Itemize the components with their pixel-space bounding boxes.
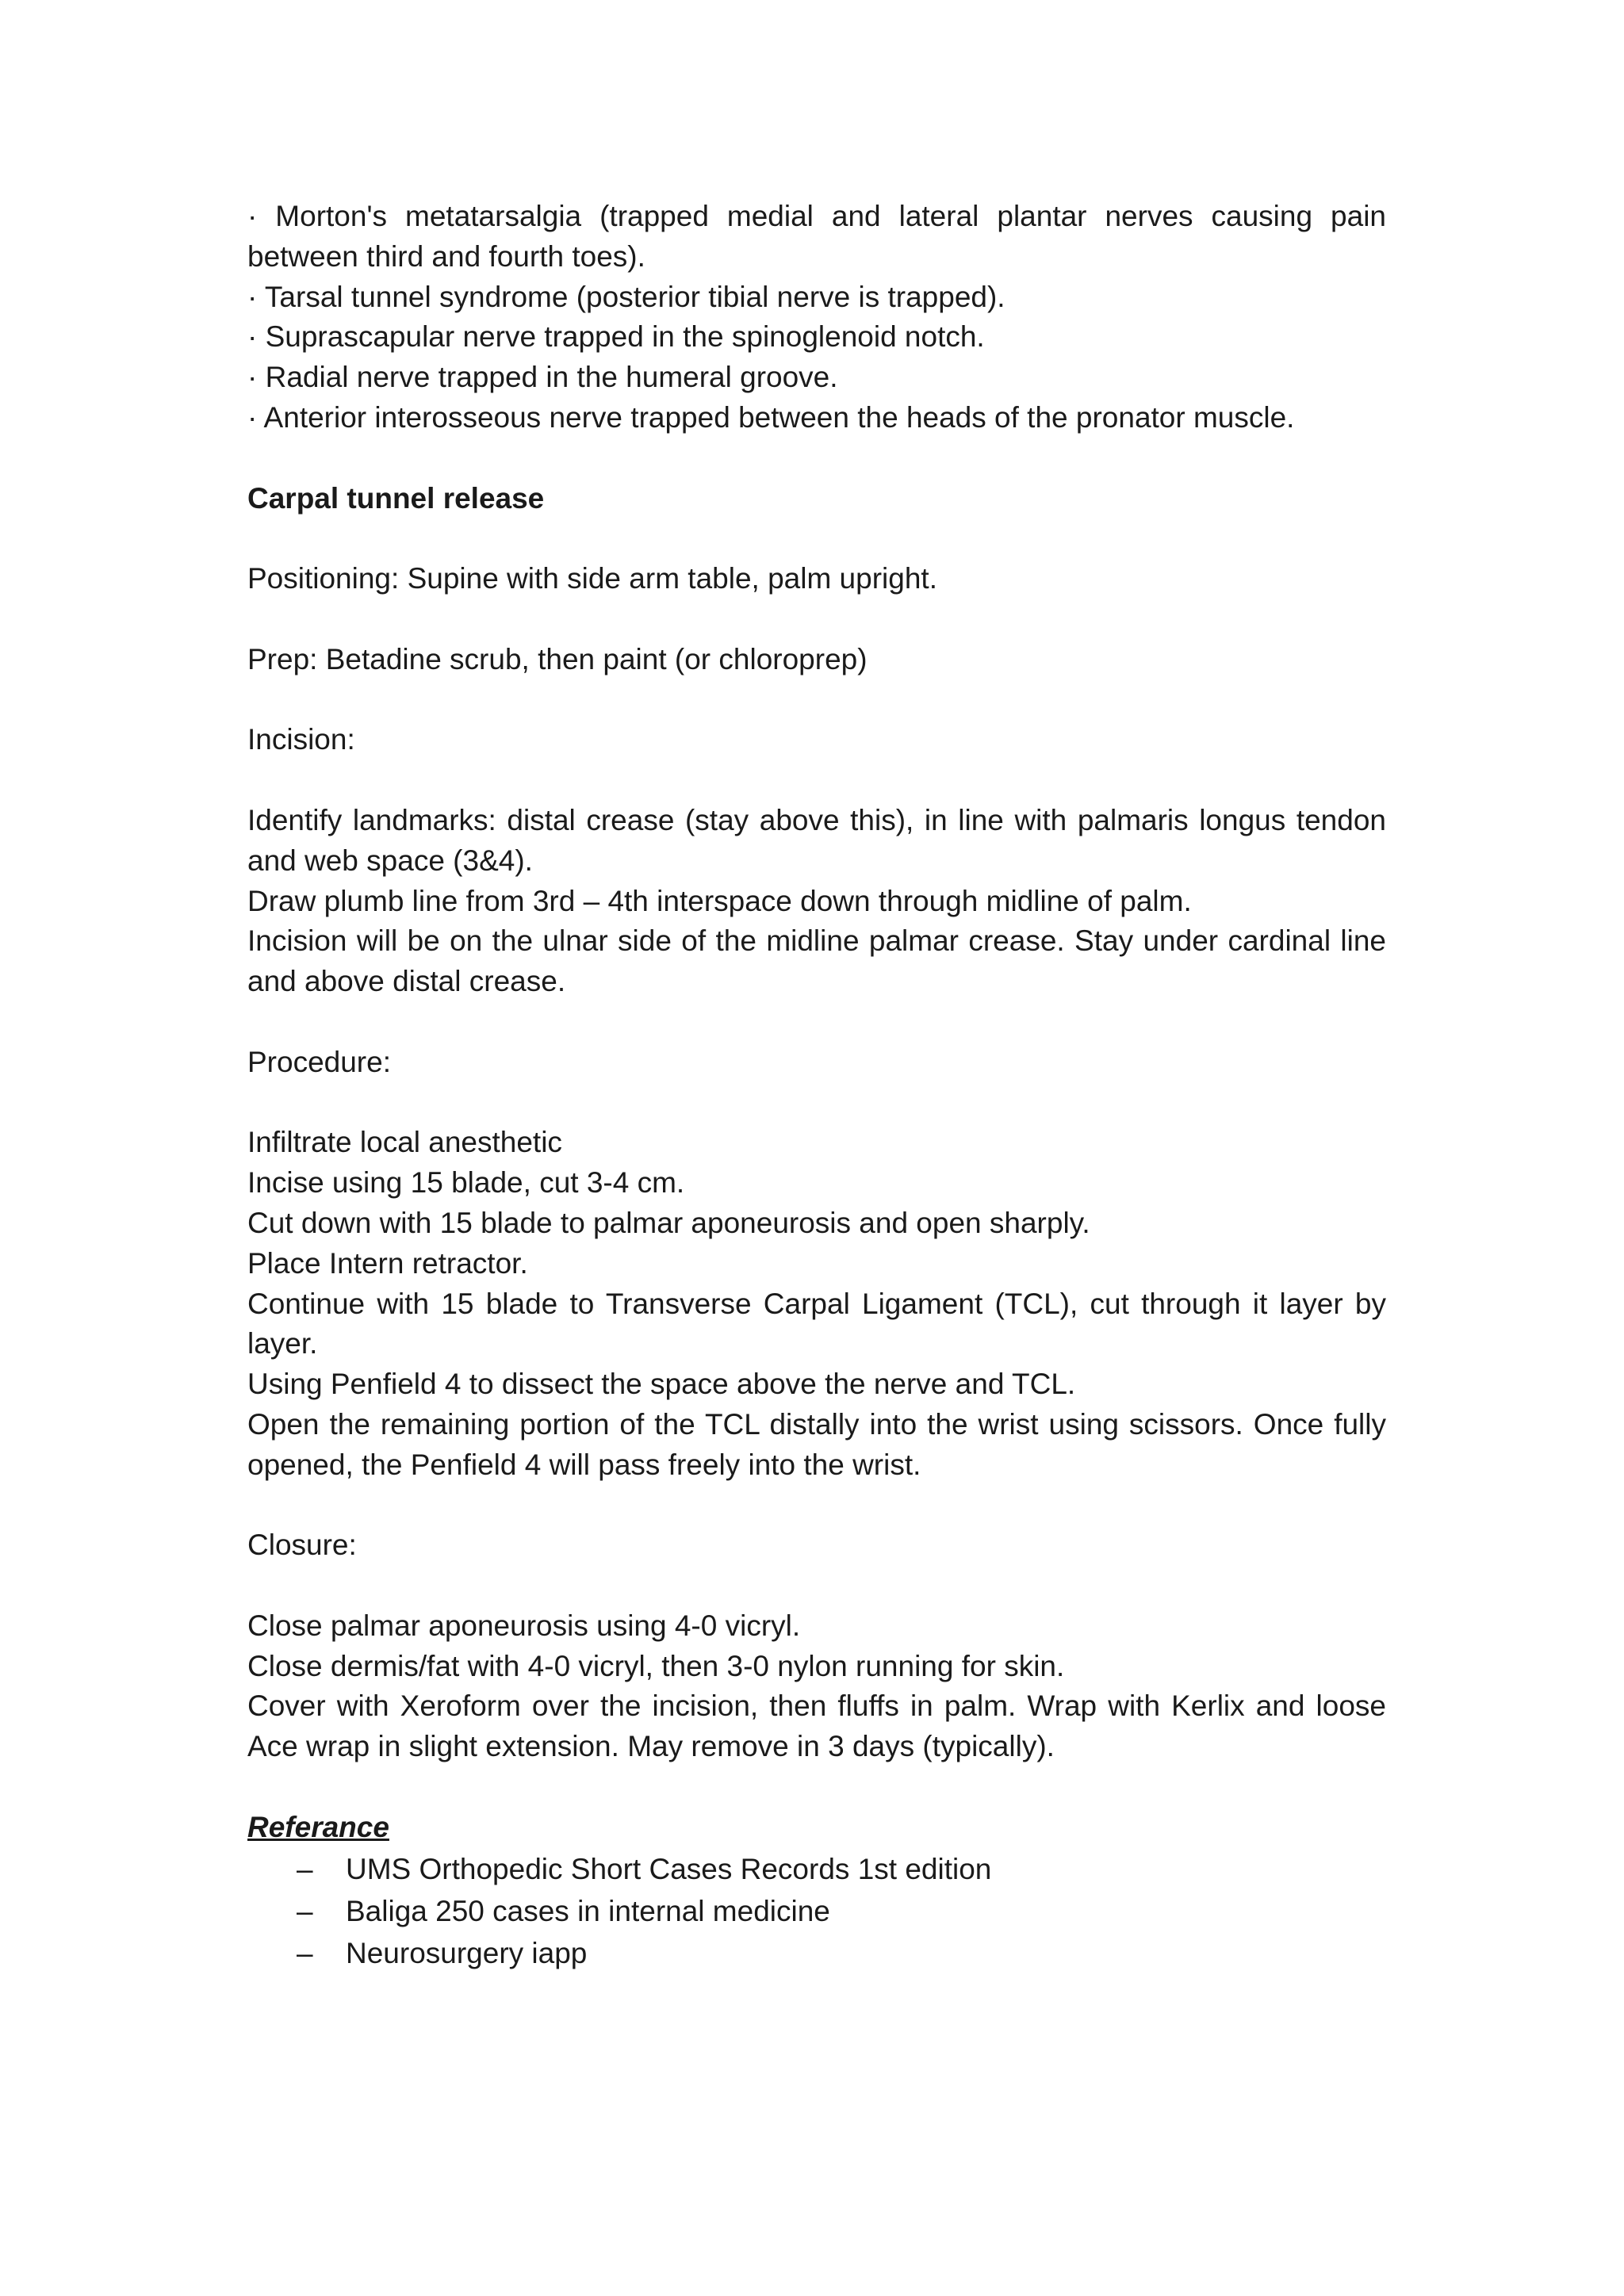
closure-steps (247, 1606, 1386, 1767)
entrapment-item-anterior-interosseous: · Anterior interosseous nerve trapped between the heads of the pronator muscle. (247, 400, 1295, 434)
procedure-step: Place Intern retractor. (247, 1246, 528, 1280)
procedure-step: Using Penfield 4 to dissect the space above the nerve and TCL. (247, 1368, 1076, 1401)
entrapment-item-radial: · Radial nerve trapped in the humeral groove. (247, 361, 838, 394)
procedure-step: Incise using 15 blade, cut 3-4 cm. (247, 1166, 685, 1200)
dash-bullet-icon: – (297, 1894, 313, 1927)
prep-text: Prep: Betadine scrub, then paint (or chloroprep) (247, 642, 868, 675)
procedure-step: Open the remaining portion of the TCL distally into the wrist using scissors. Once fully opened, the Penfield 4 will pass freely into the wrist. (247, 1407, 1386, 1481)
reference-item (247, 1932, 1386, 1974)
closure-heading: Closure: (247, 1529, 357, 1562)
section-title: Carpal tunnel release (247, 481, 545, 515)
incision-plumb-line: Draw plumb line from 3rd – 4th interspace down through midline of palm. (247, 884, 1192, 917)
incision-landmarks: Identify landmarks: distal crease (stay above this), in line with palmaris longus tendon and web space (3&4). (247, 803, 1386, 877)
reference-item (247, 1848, 1386, 1890)
entrapment-item-suprascapular: · Suprascapular nerve trapped in the spinoglenoid notch. (247, 320, 985, 354)
entrapment-list (247, 197, 1386, 438)
reference-list (247, 1848, 1386, 1974)
positioning-text: Positioning: Supine with side arm table, palm upright. (247, 562, 937, 595)
closure-step: Cover with Xeroform over the incision, then fluffs in palm. Wrap with Kerlix and loose Ace wrap in slight extension. May remove in 3 days (typically). (247, 1689, 1386, 1763)
procedure-step: Cut down with 15 blade to palmar aponeurosis and open sharply. (247, 1206, 1090, 1239)
reference-text: Neurosurgery iapp (346, 1936, 588, 1969)
dash-bullet-icon: – (297, 1936, 313, 1969)
reference-heading: Referance (247, 1810, 389, 1843)
entrapment-item-tarsal-tunnel: · Tarsal tunnel syndrome (posterior tibial nerve is trapped). (247, 280, 1005, 313)
closure-step: Close palmar aponeurosis using 4-0 vicryl. (247, 1609, 801, 1642)
reference-item (247, 1890, 1386, 1932)
reference-text: UMS Orthopedic Short Cases Records 1st edition (346, 1852, 992, 1885)
dash-bullet-icon: – (297, 1852, 313, 1885)
document-body (247, 197, 1386, 1974)
entrapment-item-mortons: · Morton's metatarsalgia (trapped medial and lateral plantar nerves causing pain between third and fourth toes). (247, 200, 1386, 273)
procedure-step: Infiltrate local anesthetic (247, 1126, 562, 1159)
closure-step: Close dermis/fat with 4-0 vicryl, then 3-0 nylon running for skin. (247, 1649, 1065, 1682)
procedure-step: Continue with 15 blade to Transverse Carpal Ligament (TCL), cut through it layer by layer. (247, 1287, 1386, 1360)
procedure-steps (247, 1123, 1386, 1485)
incision-heading: Incision: (247, 723, 355, 756)
reference-text: Baliga 250 cases in internal medicine (346, 1894, 830, 1927)
procedure-heading: Procedure: (247, 1045, 391, 1078)
incision-ulnar-side: Incision will be on the ulnar side of the midline palmar crease. Stay under cardinal line and above distal crease. (247, 924, 1386, 998)
